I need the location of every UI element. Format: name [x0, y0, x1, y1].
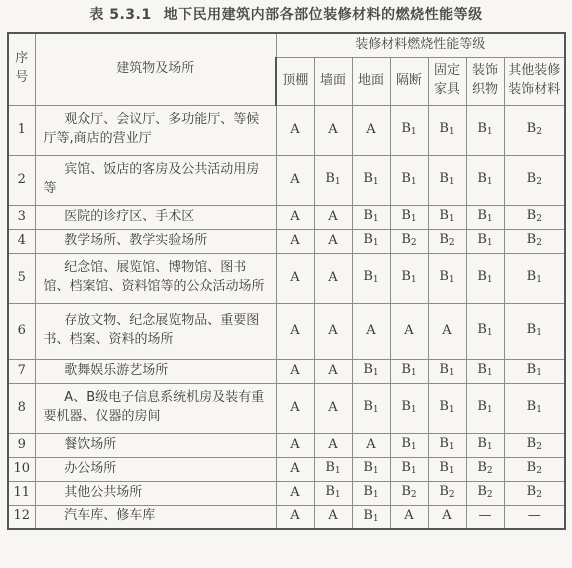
- grade-wall: A: [314, 433, 352, 457]
- grade-fixed-furniture: $B_1$: [428, 253, 466, 303]
- grade-wall: A: [314, 359, 352, 383]
- grade-other-decor: $B_1$: [504, 303, 565, 359]
- table-row: [8, 303, 565, 359]
- grade-other-decor: $B_2$: [504, 481, 565, 505]
- grade-decorative-fabric: $B_1$: [466, 229, 504, 253]
- table-caption: [0, 4, 572, 24]
- grade-ceiling: A: [276, 105, 314, 155]
- grade-ceiling: A: [276, 229, 314, 253]
- grade-wall: A: [314, 303, 352, 359]
- building-place: [35, 105, 276, 155]
- building-place: [35, 481, 276, 505]
- table-row: [8, 383, 565, 433]
- grade-wall: A: [314, 229, 352, 253]
- table-row: [8, 505, 565, 529]
- table-row: [8, 155, 565, 205]
- grade-floor: $B_1$: [352, 505, 390, 529]
- building-place: [35, 359, 276, 383]
- column-header-floor: 地面: [352, 57, 390, 105]
- grade-decorative-fabric: $B_1$: [466, 383, 504, 433]
- grade-wall: $B_1$: [314, 155, 352, 205]
- grade-ceiling: A: [276, 433, 314, 457]
- row-index: 6: [8, 303, 35, 359]
- grade-fixed-furniture: $B_1$: [428, 359, 466, 383]
- seq-header-label: 序号: [15, 51, 29, 86]
- grade-ceiling: A: [276, 205, 314, 229]
- table-row: [8, 205, 565, 229]
- grade-ceiling: A: [276, 481, 314, 505]
- grade-partition: $B_2$: [390, 481, 428, 505]
- row-index: 7: [8, 359, 35, 383]
- grade-group-header: 装修材料燃烧性能等级: [276, 33, 565, 57]
- grade-decorative-fabric: $B_1$: [466, 359, 504, 383]
- building-place-text: 宾馆、饭店的客房及公共活动用房等: [43, 162, 260, 196]
- row-index: 11: [8, 481, 35, 505]
- grade-floor: $B_1$: [352, 205, 390, 229]
- grade-fixed-furniture: $B_2$: [428, 229, 466, 253]
- grade-other-decor: $B_1$: [504, 253, 565, 303]
- building-place: [35, 505, 276, 529]
- building-header: 建筑物及场所: [35, 33, 276, 105]
- building-place: [35, 433, 276, 457]
- building-place: [35, 205, 276, 229]
- grade-floor: $B_1$: [352, 383, 390, 433]
- table-body: [8, 105, 565, 529]
- grade-ceiling: A: [276, 253, 314, 303]
- grade-floor: $B_1$: [352, 155, 390, 205]
- row-index: 8: [8, 383, 35, 433]
- table-title: 地下民用建筑内部各部位装修材料的燃烧性能等级: [163, 7, 483, 23]
- fire-rating-table: [7, 32, 566, 530]
- grade-wall: A: [314, 253, 352, 303]
- building-place-text: 纪念馆、展览馆、博物馆、图书馆、档案馆、资料馆等的公众活动场所: [43, 260, 265, 294]
- grade-ceiling: A: [276, 359, 314, 383]
- grade-floor: $B_1$: [352, 253, 390, 303]
- grade-fixed-furniture: $B_1$: [428, 155, 466, 205]
- grade-other-decor: $B_1$: [504, 383, 565, 433]
- grade-floor: A: [352, 105, 390, 155]
- grade-wall: A: [314, 383, 352, 433]
- grade-fixed-furniture: $B_1$: [428, 205, 466, 229]
- building-place-text: A、B级电子信息系统机房及装有重要机器、仪器的房间: [43, 390, 265, 424]
- grade-ceiling: A: [276, 155, 314, 205]
- table-row: [8, 105, 565, 155]
- grade-floor: $B_1$: [352, 359, 390, 383]
- building-place-text: 汽车库、修车库: [64, 508, 156, 524]
- row-index: 2: [8, 155, 35, 205]
- grade-fixed-furniture: $B_1$: [428, 433, 466, 457]
- grade-other-decor: $B_1$: [504, 359, 565, 383]
- grade-floor: $B_1$: [352, 229, 390, 253]
- grade-partition: A: [390, 505, 428, 529]
- building-place-text: 歌舞娱乐游艺场所: [64, 362, 169, 378]
- grade-floor: A: [352, 303, 390, 359]
- grade-fixed-furniture: A: [428, 505, 466, 529]
- building-place: [35, 383, 276, 433]
- grade-fixed-furniture: $B_1$: [428, 457, 466, 481]
- column-header-partition: 隔断: [390, 57, 428, 105]
- column-header-fixed-furniture: 固定家具: [428, 57, 466, 105]
- building-place-text: 其他公共场所: [64, 484, 143, 500]
- building-place: [35, 253, 276, 303]
- grade-other-decor: $B_2$: [504, 155, 565, 205]
- column-header-wall: 墙面: [314, 57, 352, 105]
- table-row: [8, 481, 565, 505]
- grade-other-decor: —: [504, 505, 565, 529]
- row-index: 9: [8, 433, 35, 457]
- grade-partition: $B_1$: [390, 383, 428, 433]
- grade-wall: $B_1$: [314, 481, 352, 505]
- row-index: 12: [8, 505, 35, 529]
- grade-decorative-fabric: $B_2$: [466, 457, 504, 481]
- grade-ceiling: A: [276, 505, 314, 529]
- table-row: [8, 359, 565, 383]
- row-index: 4: [8, 229, 35, 253]
- grade-partition: $B_2$: [390, 229, 428, 253]
- grade-floor: $B_1$: [352, 481, 390, 505]
- grade-decorative-fabric: $B_2$: [466, 481, 504, 505]
- grade-partition: $B_1$: [390, 155, 428, 205]
- grade-wall: A: [314, 205, 352, 229]
- table-row: [8, 229, 565, 253]
- grade-partition: A: [390, 303, 428, 359]
- building-place-text: 存放文物、纪念展览物品、重要图书、档案、资料的场所: [43, 313, 260, 347]
- grade-fixed-furniture: $B_1$: [428, 383, 466, 433]
- grade-other-decor: $B_2$: [504, 105, 565, 155]
- building-place-text: 医院的诊疗区、手术区: [64, 208, 195, 224]
- grade-other-decor: $B_2$: [504, 433, 565, 457]
- row-index: 3: [8, 205, 35, 229]
- building-place: [35, 457, 276, 481]
- table-row: [8, 433, 565, 457]
- column-header-ceiling: 顶棚: [276, 57, 314, 105]
- grade-wall: $B_1$: [314, 457, 352, 481]
- building-place: [35, 303, 276, 359]
- grade-decorative-fabric: $B_1$: [466, 155, 504, 205]
- grade-decorative-fabric: $B_1$: [466, 105, 504, 155]
- building-place-text: 教学场所、教学实验场所: [64, 232, 208, 248]
- grade-decorative-fabric: $B_1$: [466, 303, 504, 359]
- grade-partition: $B_1$: [390, 457, 428, 481]
- grade-decorative-fabric: $B_1$: [466, 253, 504, 303]
- row-index: 5: [8, 253, 35, 303]
- grade-ceiling: A: [276, 457, 314, 481]
- grade-partition: $B_1$: [390, 433, 428, 457]
- grade-ceiling: A: [276, 303, 314, 359]
- grade-decorative-fabric: $B_1$: [466, 433, 504, 457]
- row-index: 1: [8, 105, 35, 155]
- building-place-text: 办公场所: [64, 460, 117, 476]
- grade-floor: A: [352, 433, 390, 457]
- grade-partition: $B_1$: [390, 253, 428, 303]
- grade-fixed-furniture: $B_2$: [428, 481, 466, 505]
- grade-decorative-fabric: —: [466, 505, 504, 529]
- table-row: [8, 457, 565, 481]
- column-header-decorative-fabric: 装饰织物: [466, 57, 504, 105]
- row-index: 10: [8, 457, 35, 481]
- grade-decorative-fabric: $B_1$: [466, 205, 504, 229]
- grade-partition: $B_1$: [390, 105, 428, 155]
- grade-fixed-furniture: A: [428, 303, 466, 359]
- building-place: [35, 229, 276, 253]
- column-header-other-decor: 其他装修装饰材料: [504, 57, 565, 105]
- grade-partition: $B_1$: [390, 205, 428, 229]
- grade-ceiling: A: [276, 383, 314, 433]
- grade-other-decor: $B_2$: [504, 229, 565, 253]
- table-number: 表 5.3.1: [89, 7, 152, 23]
- grade-partition: $B_1$: [390, 359, 428, 383]
- grade-floor: $B_1$: [352, 457, 390, 481]
- building-place-text: 观众厅、会议厅、多功能厅、等候厅等,商店的营业厅: [43, 112, 260, 146]
- grade-fixed-furniture: $B_1$: [428, 105, 466, 155]
- table-row: [8, 253, 565, 303]
- grade-other-decor: $B_2$: [504, 457, 565, 481]
- grade-other-decor: $B_2$: [504, 205, 565, 229]
- grade-wall: A: [314, 105, 352, 155]
- building-place: [35, 155, 276, 205]
- grade-wall: A: [314, 505, 352, 529]
- building-place-text: 餐饮场所: [64, 436, 117, 452]
- seq-header: [8, 33, 35, 105]
